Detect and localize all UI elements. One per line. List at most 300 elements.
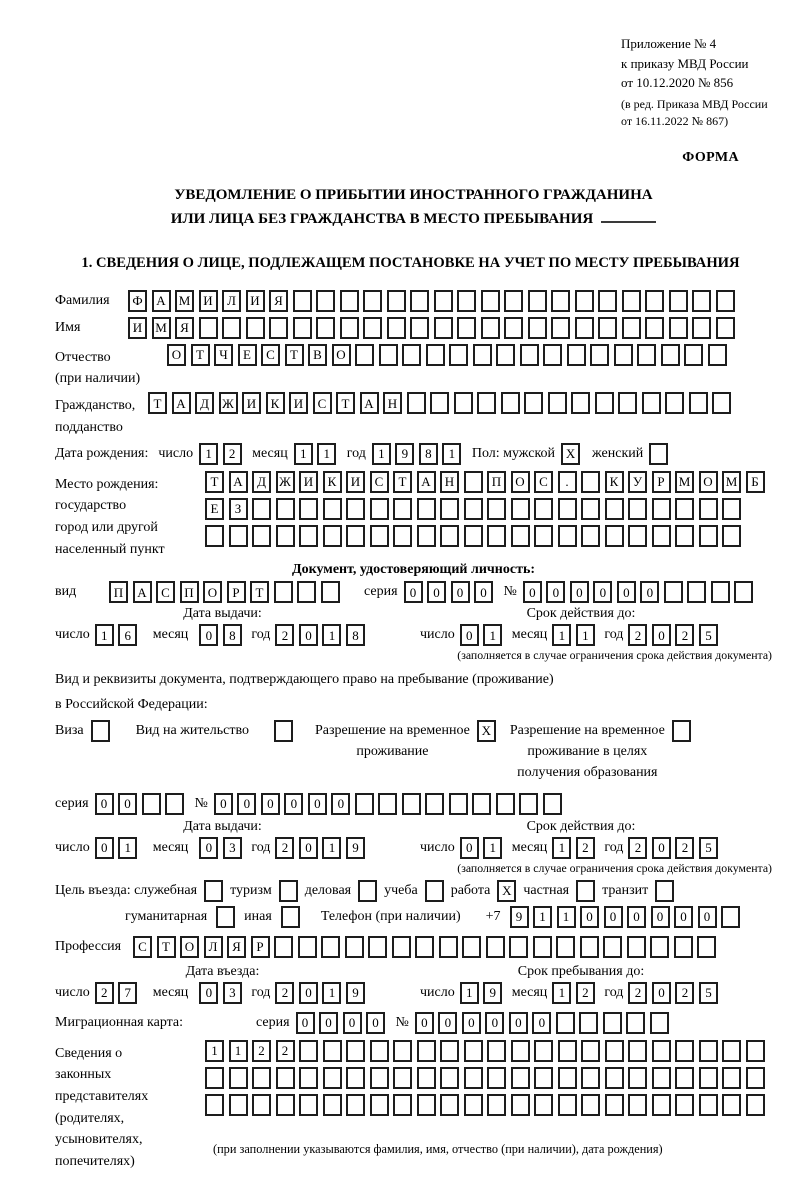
char-box[interactable]: 1 <box>552 624 571 646</box>
char-box[interactable]: Н <box>383 392 402 414</box>
char-box[interactable]: 0 <box>237 793 256 815</box>
char-box[interactable]: 0 <box>627 906 646 928</box>
char-box[interactable] <box>222 317 241 339</box>
char-box[interactable]: 0 <box>95 837 114 859</box>
entry-day[interactable] <box>95 982 142 1004</box>
char-box[interactable] <box>692 317 711 339</box>
char-box[interactable] <box>637 344 656 366</box>
char-box[interactable] <box>722 498 741 520</box>
char-box[interactable]: 0 <box>674 906 693 928</box>
char-box[interactable] <box>299 525 318 547</box>
char-box[interactable] <box>477 392 496 414</box>
char-box[interactable] <box>496 793 515 815</box>
char-box[interactable]: 1 <box>322 982 341 1004</box>
char-box[interactable] <box>293 290 312 312</box>
char-box[interactable] <box>504 290 523 312</box>
char-box[interactable]: Т <box>393 471 412 493</box>
char-box[interactable]: 0 <box>460 624 479 646</box>
char-box[interactable] <box>746 1040 765 1062</box>
birth-place-row1[interactable] <box>205 471 769 493</box>
char-box[interactable] <box>699 525 718 547</box>
char-box[interactable] <box>556 1012 575 1034</box>
char-box[interactable]: 9 <box>510 906 529 928</box>
char-box[interactable]: И <box>346 471 365 493</box>
char-box[interactable]: Ч <box>214 344 233 366</box>
stay-year[interactable] <box>628 982 722 1004</box>
char-box[interactable] <box>605 1067 624 1089</box>
char-box[interactable] <box>464 471 483 493</box>
char-box[interactable] <box>486 936 505 958</box>
char-box[interactable] <box>387 317 406 339</box>
char-box[interactable] <box>355 344 374 366</box>
char-box[interactable] <box>142 793 161 815</box>
sex-male-checkbox[interactable]: X <box>561 443 580 465</box>
char-box[interactable] <box>579 1012 598 1034</box>
char-box[interactable] <box>697 936 716 958</box>
char-box[interactable] <box>581 1094 600 1116</box>
char-box[interactable] <box>439 936 458 958</box>
migration-number-input[interactable] <box>415 1012 674 1034</box>
char-box[interactable] <box>605 498 624 520</box>
char-box[interactable]: С <box>313 392 332 414</box>
char-box[interactable] <box>746 1067 765 1089</box>
char-box[interactable]: 2 <box>628 624 647 646</box>
char-box[interactable]: 0 <box>299 624 318 646</box>
char-box[interactable] <box>548 392 567 414</box>
patronymic-input[interactable] <box>167 344 731 366</box>
birth-month-input[interactable] <box>294 443 341 465</box>
char-box[interactable] <box>699 498 718 520</box>
char-box[interactable] <box>323 498 342 520</box>
char-box[interactable]: 2 <box>252 1040 271 1062</box>
char-box[interactable] <box>299 498 318 520</box>
char-box[interactable]: А <box>417 471 436 493</box>
char-box[interactable]: П <box>180 581 199 603</box>
char-box[interactable] <box>417 1094 436 1116</box>
char-box[interactable]: Е <box>205 498 224 520</box>
char-box[interactable] <box>425 793 444 815</box>
char-box[interactable] <box>661 344 680 366</box>
char-box[interactable] <box>402 793 421 815</box>
char-box[interactable]: 0 <box>640 581 659 603</box>
char-box[interactable]: 0 <box>532 1012 551 1034</box>
char-box[interactable]: Т <box>157 936 176 958</box>
char-box[interactable] <box>299 1094 318 1116</box>
char-box[interactable] <box>558 498 577 520</box>
char-box[interactable]: М <box>722 471 741 493</box>
char-box[interactable]: 0 <box>427 581 446 603</box>
char-box[interactable] <box>440 1094 459 1116</box>
char-box[interactable]: 1 <box>322 624 341 646</box>
char-box[interactable]: 0 <box>343 1012 362 1034</box>
char-box[interactable]: 9 <box>346 837 365 859</box>
char-box[interactable]: 0 <box>404 581 423 603</box>
char-box[interactable]: Н <box>440 471 459 493</box>
char-box[interactable] <box>449 793 468 815</box>
char-box[interactable]: 0 <box>617 581 636 603</box>
char-box[interactable] <box>618 392 637 414</box>
char-box[interactable]: 1 <box>199 443 218 465</box>
char-box[interactable] <box>534 498 553 520</box>
char-box[interactable]: 5 <box>699 982 718 1004</box>
char-box[interactable]: Т <box>148 392 167 414</box>
char-box[interactable]: 0 <box>485 1012 504 1034</box>
char-box[interactable] <box>524 392 543 414</box>
migration-series-input[interactable] <box>296 1012 390 1034</box>
char-box[interactable] <box>252 1067 271 1089</box>
char-box[interactable] <box>393 498 412 520</box>
char-box[interactable]: 2 <box>628 982 647 1004</box>
char-box[interactable]: С <box>156 581 175 603</box>
char-box[interactable] <box>252 498 271 520</box>
char-box[interactable]: 1 <box>483 624 502 646</box>
surname-input[interactable] <box>128 290 739 312</box>
char-box[interactable] <box>590 344 609 366</box>
char-box[interactable] <box>622 290 641 312</box>
char-box[interactable] <box>269 317 288 339</box>
char-box[interactable]: 9 <box>483 982 502 1004</box>
char-box[interactable]: М <box>152 317 171 339</box>
char-box[interactable] <box>402 344 421 366</box>
char-box[interactable]: 1 <box>229 1040 248 1062</box>
char-box[interactable] <box>603 936 622 958</box>
char-box[interactable]: 1 <box>294 443 313 465</box>
char-box[interactable] <box>464 525 483 547</box>
char-box[interactable] <box>669 317 688 339</box>
char-box[interactable]: И <box>246 290 265 312</box>
char-box[interactable]: А <box>172 392 191 414</box>
char-box[interactable]: Я <box>175 317 194 339</box>
char-box[interactable]: Ж <box>276 471 295 493</box>
char-box[interactable] <box>580 936 599 958</box>
char-box[interactable] <box>534 1040 553 1062</box>
char-box[interactable] <box>323 1067 342 1089</box>
char-box[interactable]: 2 <box>675 982 694 1004</box>
char-box[interactable]: М <box>675 471 694 493</box>
residence-expiry-month[interactable] <box>552 837 599 859</box>
char-box[interactable] <box>464 1094 483 1116</box>
char-box[interactable] <box>462 936 481 958</box>
char-box[interactable]: 8 <box>419 443 438 465</box>
char-box[interactable]: 1 <box>576 624 595 646</box>
char-box[interactable] <box>199 317 218 339</box>
residence-permit-checkbox[interactable] <box>274 720 293 742</box>
char-box[interactable] <box>664 581 683 603</box>
char-box[interactable]: 0 <box>331 793 350 815</box>
char-box[interactable]: А <box>229 471 248 493</box>
char-box[interactable] <box>511 525 530 547</box>
char-box[interactable] <box>614 344 633 366</box>
char-box[interactable] <box>652 525 671 547</box>
identity-number-input[interactable] <box>523 581 758 603</box>
char-box[interactable]: 0 <box>299 837 318 859</box>
visa-checkbox[interactable] <box>91 720 110 742</box>
char-box[interactable]: О <box>699 471 718 493</box>
identity-issue-month[interactable] <box>199 624 246 646</box>
char-box[interactable]: 1 <box>552 982 571 1004</box>
birth-day-input[interactable] <box>199 443 246 465</box>
citizenship-input[interactable] <box>148 392 736 414</box>
char-box[interactable] <box>496 344 515 366</box>
char-box[interactable] <box>684 344 703 366</box>
char-box[interactable] <box>487 1067 506 1089</box>
char-box[interactable]: Т <box>205 471 224 493</box>
char-box[interactable] <box>316 290 335 312</box>
identity-expiry-year[interactable] <box>628 624 722 646</box>
char-box[interactable]: 1 <box>442 443 461 465</box>
char-box[interactable] <box>652 1094 671 1116</box>
char-box[interactable] <box>605 525 624 547</box>
char-box[interactable]: К <box>323 471 342 493</box>
char-box[interactable]: 5 <box>699 624 718 646</box>
char-box[interactable] <box>642 392 661 414</box>
char-box[interactable] <box>299 1040 318 1062</box>
char-box[interactable] <box>229 525 248 547</box>
char-box[interactable]: Т <box>285 344 304 366</box>
char-box[interactable] <box>628 1094 647 1116</box>
char-box[interactable] <box>628 525 647 547</box>
purpose-private-checkbox[interactable] <box>576 880 595 902</box>
residence-expiry-day[interactable] <box>460 837 507 859</box>
char-box[interactable]: 0 <box>199 837 218 859</box>
char-box[interactable] <box>534 525 553 547</box>
char-box[interactable]: 8 <box>346 624 365 646</box>
char-box[interactable] <box>323 525 342 547</box>
char-box[interactable]: Т <box>336 392 355 414</box>
char-box[interactable] <box>605 1040 624 1062</box>
char-box[interactable] <box>627 936 646 958</box>
char-box[interactable] <box>276 1094 295 1116</box>
char-box[interactable] <box>712 392 731 414</box>
residence-issue-month[interactable] <box>199 837 246 859</box>
char-box[interactable] <box>355 793 374 815</box>
char-box[interactable] <box>205 1094 224 1116</box>
char-box[interactable]: 0 <box>474 581 493 603</box>
char-box[interactable] <box>716 317 735 339</box>
purpose-humanitarian-checkbox[interactable] <box>216 906 235 928</box>
char-box[interactable] <box>501 392 520 414</box>
char-box[interactable] <box>626 1012 645 1034</box>
char-box[interactable] <box>487 1094 506 1116</box>
char-box[interactable] <box>645 290 664 312</box>
char-box[interactable]: 0 <box>261 793 280 815</box>
identity-issue-day[interactable] <box>95 624 142 646</box>
char-box[interactable]: 0 <box>299 982 318 1004</box>
char-box[interactable] <box>699 1094 718 1116</box>
char-box[interactable]: С <box>370 471 389 493</box>
char-box[interactable]: 0 <box>366 1012 385 1034</box>
char-box[interactable] <box>363 317 382 339</box>
identity-issue-year[interactable] <box>275 624 369 646</box>
char-box[interactable] <box>628 1067 647 1089</box>
char-box[interactable] <box>722 1094 741 1116</box>
char-box[interactable] <box>473 344 492 366</box>
char-box[interactable]: П <box>487 471 506 493</box>
purpose-other-checkbox[interactable] <box>281 906 300 928</box>
char-box[interactable]: 0 <box>214 793 233 815</box>
char-box[interactable] <box>699 1067 718 1089</box>
char-box[interactable]: 0 <box>651 906 670 928</box>
char-box[interactable] <box>440 498 459 520</box>
purpose-work-checkbox[interactable]: X <box>497 880 516 902</box>
char-box[interactable] <box>440 1040 459 1062</box>
char-box[interactable]: К <box>605 471 624 493</box>
char-box[interactable] <box>551 317 570 339</box>
char-box[interactable] <box>346 525 365 547</box>
char-box[interactable] <box>675 525 694 547</box>
char-box[interactable]: П <box>109 581 128 603</box>
birth-year-input[interactable] <box>372 443 466 465</box>
char-box[interactable] <box>252 525 271 547</box>
char-box[interactable]: Д <box>195 392 214 414</box>
char-box[interactable] <box>274 936 293 958</box>
char-box[interactable] <box>652 498 671 520</box>
char-box[interactable] <box>417 1067 436 1089</box>
representatives-row2[interactable] <box>205 1067 769 1089</box>
identity-series-input[interactable] <box>404 581 498 603</box>
char-box[interactable]: 0 <box>308 793 327 815</box>
char-box[interactable]: 0 <box>580 906 599 928</box>
char-box[interactable]: 2 <box>95 982 114 1004</box>
char-box[interactable] <box>229 1094 248 1116</box>
char-box[interactable] <box>449 344 468 366</box>
char-box[interactable] <box>571 392 590 414</box>
char-box[interactable] <box>370 1040 389 1062</box>
char-box[interactable] <box>675 1094 694 1116</box>
char-box[interactable] <box>575 317 594 339</box>
char-box[interactable] <box>316 317 335 339</box>
char-box[interactable]: 0 <box>652 624 671 646</box>
char-box[interactable] <box>581 471 600 493</box>
char-box[interactable] <box>699 1040 718 1062</box>
char-box[interactable] <box>323 1040 342 1062</box>
char-box[interactable] <box>165 793 184 815</box>
char-box[interactable]: 0 <box>199 982 218 1004</box>
char-box[interactable] <box>511 498 530 520</box>
char-box[interactable] <box>392 936 411 958</box>
char-box[interactable] <box>722 1067 741 1089</box>
char-box[interactable] <box>598 290 617 312</box>
char-box[interactable] <box>487 498 506 520</box>
char-box[interactable] <box>379 344 398 366</box>
char-box[interactable] <box>543 793 562 815</box>
phone-input[interactable] <box>510 906 745 928</box>
entry-month[interactable] <box>199 982 246 1004</box>
char-box[interactable] <box>650 1012 669 1034</box>
char-box[interactable]: 2 <box>275 837 294 859</box>
char-box[interactable] <box>434 290 453 312</box>
char-box[interactable] <box>276 1067 295 1089</box>
purpose-study-checkbox[interactable] <box>425 880 444 902</box>
identity-kind-input[interactable] <box>109 581 344 603</box>
char-box[interactable] <box>674 936 693 958</box>
residence-issue-day[interactable] <box>95 837 142 859</box>
char-box[interactable] <box>363 290 382 312</box>
identity-expiry-month[interactable] <box>552 624 599 646</box>
char-box[interactable] <box>551 290 570 312</box>
char-box[interactable] <box>457 290 476 312</box>
char-box[interactable]: Ж <box>219 392 238 414</box>
char-box[interactable] <box>276 525 295 547</box>
purpose-tourism-checkbox[interactable] <box>279 880 298 902</box>
char-box[interactable] <box>323 1094 342 1116</box>
char-box[interactable] <box>734 581 753 603</box>
char-box[interactable] <box>229 1067 248 1089</box>
char-box[interactable] <box>393 525 412 547</box>
char-box[interactable]: 2 <box>675 624 694 646</box>
char-box[interactable] <box>575 290 594 312</box>
char-box[interactable]: 0 <box>698 906 717 928</box>
char-box[interactable] <box>595 392 614 414</box>
char-box[interactable] <box>652 1067 671 1089</box>
char-box[interactable]: 3 <box>223 837 242 859</box>
char-box[interactable]: К <box>266 392 285 414</box>
char-box[interactable] <box>387 290 406 312</box>
edu-residence-checkbox[interactable] <box>672 720 691 742</box>
char-box[interactable]: Т <box>250 581 269 603</box>
char-box[interactable] <box>426 344 445 366</box>
char-box[interactable]: У <box>628 471 647 493</box>
char-box[interactable] <box>454 392 473 414</box>
char-box[interactable] <box>558 1094 577 1116</box>
char-box[interactable]: 5 <box>699 837 718 859</box>
char-box[interactable] <box>487 525 506 547</box>
char-box[interactable]: 0 <box>652 982 671 1004</box>
char-box[interactable] <box>457 317 476 339</box>
char-box[interactable] <box>393 1094 412 1116</box>
char-box[interactable]: Д <box>252 471 271 493</box>
char-box[interactable]: Р <box>652 471 671 493</box>
char-box[interactable] <box>417 1040 436 1062</box>
char-box[interactable]: 0 <box>570 581 589 603</box>
stay-day[interactable] <box>460 982 507 1004</box>
birth-place-row2[interactable] <box>205 498 769 520</box>
char-box[interactable] <box>370 525 389 547</box>
char-box[interactable] <box>581 1040 600 1062</box>
char-box[interactable] <box>370 1094 389 1116</box>
char-box[interactable] <box>520 344 539 366</box>
char-box[interactable] <box>393 1040 412 1062</box>
char-box[interactable]: И <box>242 392 261 414</box>
char-box[interactable] <box>274 581 293 603</box>
profession-input[interactable] <box>133 936 721 958</box>
char-box[interactable]: А <box>133 581 152 603</box>
char-box[interactable] <box>407 392 426 414</box>
char-box[interactable]: 9 <box>346 982 365 1004</box>
char-box[interactable] <box>481 290 500 312</box>
char-box[interactable]: 0 <box>546 581 565 603</box>
char-box[interactable]: Л <box>222 290 241 312</box>
char-box[interactable]: 2 <box>576 982 595 1004</box>
char-box[interactable] <box>534 1094 553 1116</box>
char-box[interactable] <box>722 525 741 547</box>
sex-female-checkbox[interactable] <box>649 443 668 465</box>
char-box[interactable] <box>346 1040 365 1062</box>
char-box[interactable]: 8 <box>223 624 242 646</box>
char-box[interactable]: 1 <box>483 837 502 859</box>
char-box[interactable]: А <box>152 290 171 312</box>
char-box[interactable] <box>205 525 224 547</box>
char-box[interactable] <box>417 525 436 547</box>
char-box[interactable]: 1 <box>460 982 479 1004</box>
char-box[interactable] <box>598 317 617 339</box>
char-box[interactable]: С <box>261 344 280 366</box>
char-box[interactable] <box>511 1094 530 1116</box>
char-box[interactable]: Л <box>204 936 223 958</box>
char-box[interactable] <box>665 392 684 414</box>
representatives-row1[interactable] <box>205 1040 769 1062</box>
char-box[interactable] <box>675 498 694 520</box>
